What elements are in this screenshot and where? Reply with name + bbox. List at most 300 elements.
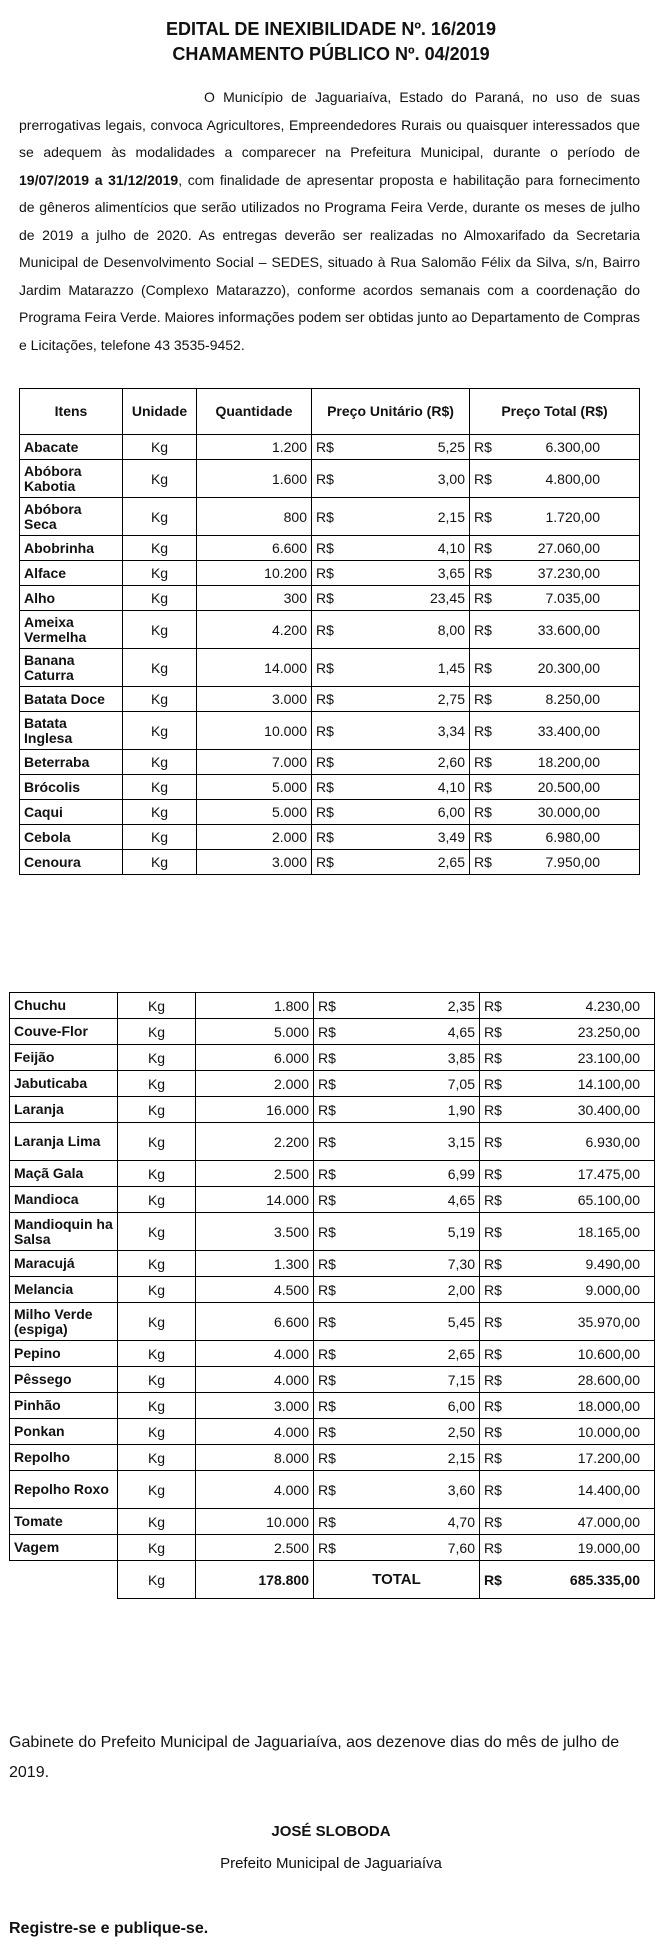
currency-symbol: R$ bbox=[484, 1101, 502, 1118]
item-unit-price-cell bbox=[314, 993, 480, 1019]
item-name: Batata Inglesa bbox=[20, 712, 123, 750]
currency-symbol: R$ bbox=[316, 659, 334, 676]
currency-symbol: R$ bbox=[484, 1313, 502, 1330]
item-name: Cebola bbox=[20, 825, 123, 850]
currency-symbol: R$ bbox=[474, 779, 492, 795]
item-total-price: 10.000,00 bbox=[577, 1423, 640, 1440]
item-total-price-cell bbox=[480, 993, 655, 1019]
item-unit-price-cell bbox=[314, 1419, 480, 1445]
item-unit-price-cell bbox=[312, 498, 470, 536]
item-name: Laranja bbox=[10, 1097, 118, 1123]
item-name: Maracujá bbox=[10, 1251, 118, 1277]
currency-symbol: R$ bbox=[484, 1281, 502, 1298]
table-row bbox=[10, 1471, 655, 1509]
item-unit-price: 2,60 bbox=[437, 754, 465, 770]
item-quantity: 3.000 bbox=[197, 687, 312, 712]
item-quantity: 2.000 bbox=[196, 1071, 314, 1097]
item-unit-price-cell bbox=[314, 1509, 480, 1535]
item-total-price: 9.000,00 bbox=[585, 1281, 640, 1298]
item-total-price-cell bbox=[480, 1367, 655, 1393]
item-unit-price: 2,75 bbox=[437, 691, 465, 707]
item-name: Tomate bbox=[10, 1509, 118, 1535]
item-unit: Kg bbox=[118, 1213, 196, 1251]
item-unit-price-cell bbox=[312, 649, 470, 687]
item-unit-price: 3,34 bbox=[437, 722, 465, 739]
item-total-price: 4.800,00 bbox=[545, 470, 600, 487]
item-total-price: 14.100,00 bbox=[577, 1075, 640, 1092]
item-unit-price: 3,65 bbox=[437, 565, 465, 581]
item-unit: Kg bbox=[123, 536, 197, 561]
item-unit: Kg bbox=[118, 1161, 196, 1187]
signer-role: Prefeito Municipal de Jaguariaíva bbox=[220, 1855, 442, 1872]
item-unit-price-cell bbox=[312, 850, 470, 875]
table-header-row bbox=[20, 389, 640, 435]
table-row bbox=[10, 1251, 655, 1277]
currency-symbol: R$ bbox=[318, 1223, 336, 1240]
currency-symbol: R$ bbox=[318, 1449, 336, 1466]
item-total-price-cell bbox=[480, 1341, 655, 1367]
item-total-price: 6.300,00 bbox=[545, 439, 600, 455]
item-total-price-cell bbox=[470, 712, 640, 750]
item-name: Mandioquin ha Salsa bbox=[10, 1213, 118, 1251]
item-name: Ponkan bbox=[10, 1419, 118, 1445]
table-row bbox=[10, 1419, 655, 1445]
item-quantity: 4.200 bbox=[197, 611, 312, 649]
item-unit-price-cell bbox=[314, 1277, 480, 1303]
item-unit-price-cell bbox=[314, 1251, 480, 1277]
item-name: Abóbora Kabotia bbox=[20, 460, 123, 498]
item-total-price-cell bbox=[470, 561, 640, 586]
item-unit-price: 2,65 bbox=[437, 854, 465, 870]
item-unit: Kg bbox=[118, 1097, 196, 1123]
currency-symbol: R$ bbox=[484, 1539, 502, 1556]
item-unit: Kg bbox=[123, 750, 197, 775]
item-total-price-cell bbox=[470, 825, 640, 850]
item-total-price: 7.950,00 bbox=[545, 854, 600, 870]
item-unit-price-cell bbox=[314, 1393, 480, 1419]
item-total-price: 35.970,00 bbox=[577, 1313, 640, 1330]
publish-text: Registre-se e publique-se bbox=[9, 1920, 204, 1937]
item-total-price-cell bbox=[470, 800, 640, 825]
table-row bbox=[10, 1097, 655, 1123]
item-unit-price-cell bbox=[314, 1535, 480, 1561]
summary-total: 685.335,00 bbox=[569, 1571, 640, 1588]
item-name: Milho Verde (espiga) bbox=[10, 1303, 118, 1341]
item-total-price: 20.300,00 bbox=[537, 659, 600, 676]
table-row bbox=[10, 1303, 655, 1341]
item-unit-price-cell bbox=[314, 1213, 480, 1251]
currency-symbol: R$ bbox=[484, 1223, 502, 1240]
item-quantity: 4.000 bbox=[196, 1471, 314, 1509]
item-name: Couve-Flor bbox=[10, 1019, 118, 1045]
currency-symbol: R$ bbox=[484, 1423, 502, 1440]
item-total-price: 23.100,00 bbox=[577, 1049, 640, 1066]
currency-symbol: R$ bbox=[318, 1075, 336, 1092]
item-total-price: 1.720,00 bbox=[545, 508, 600, 525]
item-unit: Kg bbox=[118, 1535, 196, 1561]
currency-symbol: R$ bbox=[318, 1397, 336, 1414]
item-total-price-cell bbox=[480, 1277, 655, 1303]
currency-symbol: R$ bbox=[484, 1133, 502, 1150]
currency-symbol: R$ bbox=[316, 779, 334, 795]
item-total-price: 33.600,00 bbox=[537, 621, 600, 638]
item-name: Batata Doce bbox=[20, 687, 123, 712]
item-name: Laranja Lima bbox=[10, 1123, 118, 1161]
item-total-price-cell bbox=[480, 1213, 655, 1251]
currency-symbol: R$ bbox=[316, 854, 334, 870]
table-row bbox=[20, 687, 640, 712]
item-name: Ameixa Vermelha bbox=[20, 611, 123, 649]
item-unit-price: 4,65 bbox=[447, 1191, 475, 1208]
item-unit-price: 3,85 bbox=[447, 1049, 475, 1066]
currency-symbol: R$ bbox=[484, 1345, 502, 1362]
item-unit-price-cell bbox=[314, 1097, 480, 1123]
item-unit: Kg bbox=[118, 1367, 196, 1393]
item-unit-price-cell bbox=[314, 1445, 480, 1471]
header-total-price: Preço Total (R$) bbox=[470, 389, 640, 435]
item-quantity: 3.500 bbox=[196, 1213, 314, 1251]
item-name: Chuchu bbox=[10, 993, 118, 1019]
item-unit-price: 2,15 bbox=[437, 508, 465, 525]
table-row bbox=[10, 993, 655, 1019]
item-total-price: 10.600,00 bbox=[577, 1345, 640, 1362]
item-quantity: 4.000 bbox=[196, 1367, 314, 1393]
item-total-price-cell bbox=[480, 1251, 655, 1277]
table-row bbox=[10, 1019, 655, 1045]
item-unit-price-cell bbox=[312, 460, 470, 498]
currency-symbol: R$ bbox=[316, 508, 334, 525]
item-name: Maçã Gala bbox=[10, 1161, 118, 1187]
item-unit: Kg bbox=[123, 800, 197, 825]
item-name: Caqui bbox=[20, 800, 123, 825]
item-unit-price-cell bbox=[312, 561, 470, 586]
item-total-price: 19.000,00 bbox=[577, 1539, 640, 1556]
item-unit-price: 5,25 bbox=[437, 439, 465, 455]
item-unit: Kg bbox=[123, 850, 197, 875]
item-quantity: 14.000 bbox=[197, 649, 312, 687]
item-unit-price: 3,60 bbox=[447, 1481, 475, 1498]
currency-symbol: R$ bbox=[316, 621, 334, 638]
item-unit-price: 8,00 bbox=[437, 621, 465, 638]
item-unit-price-cell bbox=[314, 1045, 480, 1071]
item-quantity: 2.500 bbox=[196, 1535, 314, 1561]
item-unit-price-cell bbox=[314, 1071, 480, 1097]
item-quantity: 2.200 bbox=[196, 1123, 314, 1161]
item-total-price-cell bbox=[470, 649, 640, 687]
item-name: Mandioca bbox=[10, 1187, 118, 1213]
item-unit-price: 6,00 bbox=[447, 1397, 475, 1414]
summary-currency: R$ bbox=[484, 1571, 502, 1588]
currency-symbol: R$ bbox=[484, 1449, 502, 1466]
table-row bbox=[20, 586, 640, 611]
item-quantity: 4.000 bbox=[196, 1419, 314, 1445]
item-unit-price: 2,00 bbox=[447, 1281, 475, 1298]
item-unit-price: 7,05 bbox=[447, 1075, 475, 1092]
item-quantity: 10.200 bbox=[197, 561, 312, 586]
item-quantity: 2.000 bbox=[197, 825, 312, 850]
table-row bbox=[10, 1509, 655, 1535]
currency-symbol: R$ bbox=[474, 754, 492, 770]
item-quantity: 3.000 bbox=[196, 1393, 314, 1419]
item-total-price-cell bbox=[480, 1445, 655, 1471]
item-name: Pinhão bbox=[10, 1393, 118, 1419]
intro-text-1: O Município de Jaguariaíva, Estado do Paraná, no uso de suas prerrogativas legais, convoca Agricultores, Empreendedores Rurais ou quaisquer interessados que se adequem às modalidades a comparecer na Prefeitura Municipal, durante o período de bbox=[19, 89, 640, 160]
item-unit: Kg bbox=[123, 825, 197, 850]
item-total-price-cell bbox=[480, 1019, 655, 1045]
item-quantity: 1.200 bbox=[197, 435, 312, 460]
currency-symbol: R$ bbox=[318, 997, 336, 1014]
intro-paragraph bbox=[19, 84, 640, 359]
item-total-price: 37.230,00 bbox=[537, 565, 600, 581]
item-unit-price-cell bbox=[312, 435, 470, 460]
item-quantity: 4.000 bbox=[196, 1341, 314, 1367]
item-unit-price: 5,45 bbox=[447, 1313, 475, 1330]
header-unit-price: Preço Unitário (R$) bbox=[312, 389, 470, 435]
currency-symbol: R$ bbox=[484, 1481, 502, 1498]
item-quantity: 1.600 bbox=[197, 460, 312, 498]
item-unit-price: 3,15 bbox=[447, 1133, 475, 1150]
item-unit-price: 2,15 bbox=[447, 1449, 475, 1466]
item-unit: Kg bbox=[118, 1509, 196, 1535]
item-total-price-cell bbox=[470, 460, 640, 498]
item-total-price: 30.000,00 bbox=[537, 804, 600, 820]
item-quantity: 4.500 bbox=[196, 1277, 314, 1303]
item-quantity: 3.000 bbox=[197, 850, 312, 875]
item-unit: Kg bbox=[123, 611, 197, 649]
item-unit-price: 1,45 bbox=[437, 659, 465, 676]
item-total-price-cell bbox=[480, 1161, 655, 1187]
item-unit-price: 23,45 bbox=[429, 590, 465, 606]
item-total-price: 14.400,00 bbox=[577, 1481, 640, 1498]
item-unit: Kg bbox=[118, 1393, 196, 1419]
currency-symbol: R$ bbox=[484, 1165, 502, 1182]
table-row bbox=[10, 1045, 655, 1071]
item-unit: Kg bbox=[118, 1341, 196, 1367]
item-unit-price: 6,00 bbox=[437, 804, 465, 820]
items-table-part1 bbox=[19, 388, 640, 875]
table-row bbox=[20, 435, 640, 460]
currency-symbol: R$ bbox=[318, 1539, 336, 1556]
item-total-price: 27.060,00 bbox=[537, 540, 600, 556]
table-row bbox=[10, 1123, 655, 1161]
currency-symbol: R$ bbox=[316, 691, 334, 707]
item-total-price-cell bbox=[480, 1123, 655, 1161]
item-unit-price: 7,15 bbox=[447, 1371, 475, 1388]
intro-text-2: , com finalidade de apresentar proposta e habilitação para fornecimento de gêneros alimentícios que serão utilizados no Programa Feira Verde, durante os meses de julho de 2019 a julho de 2020. As entregas deverão ser realizadas no Almoxarifado da Secretaria Municipal de Desenvolvimento Social – SEDES, situado à Rua Salomão Félix da Silva, s/n, Bairro Jardim Matarazzo (Complexo Matarazzo), conforme acordos semanais com a coordenação do Programa Feira Verde. Maiores informações podem ser obtidas junto ao Departamento de Compras e Licitações, telefone 43 3535-9452. bbox=[19, 171, 641, 353]
table-row bbox=[10, 1367, 655, 1393]
table-row bbox=[10, 1213, 655, 1251]
item-unit: Kg bbox=[118, 1303, 196, 1341]
currency-symbol: R$ bbox=[484, 1371, 502, 1388]
item-unit: Kg bbox=[118, 993, 196, 1019]
item-unit-price: 5,19 bbox=[447, 1223, 475, 1240]
item-unit-price-cell bbox=[314, 1161, 480, 1187]
item-total-price: 33.400,00 bbox=[537, 722, 600, 739]
summary-unit: Kg bbox=[118, 1561, 196, 1599]
currency-symbol: R$ bbox=[316, 565, 334, 581]
summary-empty-cell bbox=[10, 1561, 118, 1599]
item-name: Pepino bbox=[10, 1341, 118, 1367]
item-total-price: 17.200,00 bbox=[577, 1449, 640, 1466]
item-quantity: 6.600 bbox=[196, 1303, 314, 1341]
item-unit: Kg bbox=[123, 775, 197, 800]
table-summary-row bbox=[10, 1561, 655, 1599]
currency-symbol: R$ bbox=[316, 540, 334, 556]
table-row bbox=[20, 712, 640, 750]
item-quantity: 6.000 bbox=[196, 1045, 314, 1071]
item-unit: Kg bbox=[118, 1471, 196, 1509]
signer-name: JOSÉ SLOBODA bbox=[271, 1823, 391, 1840]
item-total-price-cell bbox=[480, 1419, 655, 1445]
item-unit-price-cell bbox=[312, 775, 470, 800]
currency-symbol: R$ bbox=[484, 1023, 502, 1040]
currency-symbol: R$ bbox=[318, 1133, 336, 1150]
item-quantity: 6.600 bbox=[197, 536, 312, 561]
item-unit: Kg bbox=[118, 1445, 196, 1471]
currency-symbol: R$ bbox=[318, 1165, 336, 1182]
currency-symbol: R$ bbox=[484, 997, 502, 1014]
currency-symbol: R$ bbox=[474, 804, 492, 820]
item-unit-price-cell bbox=[314, 1341, 480, 1367]
table-row bbox=[20, 649, 640, 687]
table-row bbox=[10, 1187, 655, 1213]
item-total-price-cell bbox=[470, 750, 640, 775]
currency-symbol: R$ bbox=[484, 1513, 502, 1530]
table-body-part2 bbox=[10, 993, 655, 1561]
item-total-price-cell bbox=[470, 586, 640, 611]
item-unit-price-cell bbox=[312, 536, 470, 561]
item-unit-price: 3,49 bbox=[437, 829, 465, 845]
currency-symbol: R$ bbox=[474, 508, 492, 525]
item-unit-price: 2,35 bbox=[447, 997, 475, 1014]
currency-symbol: R$ bbox=[318, 1371, 336, 1388]
item-unit: Kg bbox=[118, 1187, 196, 1213]
currency-symbol: R$ bbox=[318, 1423, 336, 1440]
item-unit: Kg bbox=[118, 1045, 196, 1071]
table-row bbox=[10, 1445, 655, 1471]
item-unit-price: 1,90 bbox=[447, 1101, 475, 1118]
item-name: Alho bbox=[20, 586, 123, 611]
item-quantity: 800 bbox=[197, 498, 312, 536]
currency-symbol: R$ bbox=[318, 1481, 336, 1498]
items-table-part2 bbox=[9, 992, 655, 1599]
currency-symbol: R$ bbox=[484, 1049, 502, 1066]
table-row bbox=[20, 611, 640, 649]
header-items: Itens bbox=[20, 389, 123, 435]
currency-symbol: R$ bbox=[474, 659, 492, 676]
item-unit-price: 7,30 bbox=[447, 1255, 475, 1272]
item-unit: Kg bbox=[118, 1419, 196, 1445]
item-total-price-cell bbox=[480, 1045, 655, 1071]
intro-period: 19/07/2019 a 31/12/2019 bbox=[19, 171, 179, 188]
item-total-price-cell bbox=[470, 775, 640, 800]
currency-symbol: R$ bbox=[474, 590, 492, 606]
item-quantity: 5.000 bbox=[197, 775, 312, 800]
item-unit: Kg bbox=[123, 649, 197, 687]
table-row bbox=[10, 1277, 655, 1303]
item-unit: Kg bbox=[123, 687, 197, 712]
currency-symbol: R$ bbox=[484, 1191, 502, 1208]
item-total-price: 47.000,00 bbox=[577, 1513, 640, 1530]
item-total-price: 9.490,00 bbox=[585, 1255, 640, 1272]
item-total-price: 7.035,00 bbox=[545, 590, 600, 606]
item-unit-price-cell bbox=[314, 1303, 480, 1341]
item-total-price: 18.165,00 bbox=[577, 1223, 640, 1240]
header-unit: Unidade bbox=[123, 389, 197, 435]
currency-symbol: R$ bbox=[316, 590, 334, 606]
currency-symbol: R$ bbox=[474, 854, 492, 870]
item-name: Melancia bbox=[10, 1277, 118, 1303]
item-unit-price: 2,65 bbox=[447, 1345, 475, 1362]
table-body-part1 bbox=[20, 435, 640, 875]
item-unit-price: 7,60 bbox=[447, 1539, 475, 1556]
item-name: Repolho bbox=[10, 1445, 118, 1471]
item-unit-price: 6,99 bbox=[447, 1165, 475, 1182]
item-unit-price-cell bbox=[312, 586, 470, 611]
item-name: Feijão bbox=[10, 1045, 118, 1071]
currency-symbol: R$ bbox=[484, 1255, 502, 1272]
table-row bbox=[20, 825, 640, 850]
currency-symbol: R$ bbox=[318, 1023, 336, 1040]
item-total-price: 65.100,00 bbox=[577, 1191, 640, 1208]
currency-symbol: R$ bbox=[474, 621, 492, 638]
table-row bbox=[20, 536, 640, 561]
table-row bbox=[20, 750, 640, 775]
item-unit-price-cell bbox=[312, 687, 470, 712]
table-row bbox=[20, 561, 640, 586]
item-total-price: 17.475,00 bbox=[577, 1165, 640, 1182]
table-row bbox=[10, 1071, 655, 1097]
item-unit-price-cell bbox=[314, 1123, 480, 1161]
table-row bbox=[20, 775, 640, 800]
publish-note: Registre-se e publique-se. bbox=[9, 1920, 209, 1937]
currency-symbol: R$ bbox=[316, 722, 334, 739]
item-unit-price: 4,10 bbox=[437, 779, 465, 795]
item-unit-price-cell bbox=[312, 750, 470, 775]
item-total-price-cell bbox=[470, 498, 640, 536]
item-unit-price-cell bbox=[314, 1471, 480, 1509]
item-name: Brócolis bbox=[20, 775, 123, 800]
item-unit: Kg bbox=[123, 435, 197, 460]
item-quantity: 10.000 bbox=[197, 712, 312, 750]
item-name: Jabuticaba bbox=[10, 1071, 118, 1097]
item-total-price: 18.200,00 bbox=[537, 754, 600, 770]
item-name: Abacate bbox=[20, 435, 123, 460]
item-total-price: 30.400,00 bbox=[577, 1101, 640, 1118]
item-unit: Kg bbox=[118, 1251, 196, 1277]
item-total-price-cell bbox=[480, 1393, 655, 1419]
table-row bbox=[20, 850, 640, 875]
item-unit-price: 4,70 bbox=[447, 1513, 475, 1530]
item-unit: Kg bbox=[123, 561, 197, 586]
currency-symbol: R$ bbox=[318, 1345, 336, 1362]
table-row bbox=[10, 1341, 655, 1367]
item-quantity: 5.000 bbox=[196, 1019, 314, 1045]
item-total-price: 6.930,00 bbox=[585, 1133, 640, 1150]
table-row bbox=[10, 1535, 655, 1561]
currency-symbol: R$ bbox=[316, 470, 334, 487]
item-unit-price: 2,50 bbox=[447, 1423, 475, 1440]
table-row bbox=[20, 800, 640, 825]
item-unit: Kg bbox=[123, 712, 197, 750]
currency-symbol: R$ bbox=[318, 1513, 336, 1530]
item-total-price-cell bbox=[480, 1097, 655, 1123]
summary-label: TOTAL bbox=[314, 1561, 480, 1599]
currency-symbol: R$ bbox=[474, 439, 492, 455]
item-name: Cenoura bbox=[20, 850, 123, 875]
currency-symbol: R$ bbox=[474, 829, 492, 845]
item-total-price-cell bbox=[470, 435, 640, 460]
